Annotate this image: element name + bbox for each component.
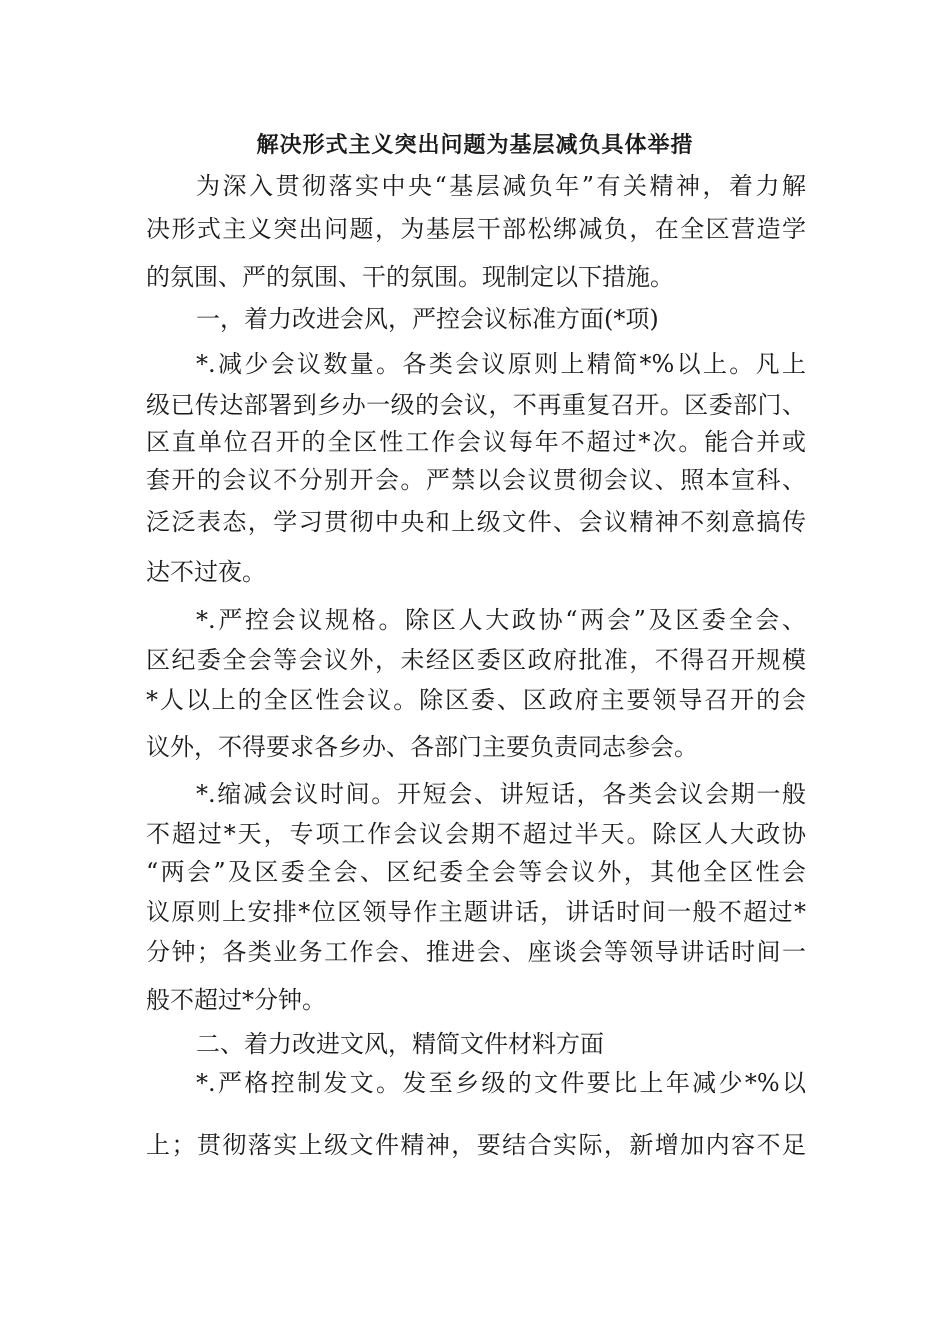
paragraph-line: 套开的会议不分别开会。严禁以会议贯彻会议、照本宣科、 xyxy=(146,466,806,494)
paragraph-line: 般不超过*分钟。 xyxy=(146,986,326,1014)
paragraph-line: 为深入贯彻落实中央“基层减负年”有关精神，着力解 xyxy=(196,172,806,200)
paragraph-line: 议原则上安排*位区领导作主题讲话，讲话时间一般不超过* xyxy=(146,898,806,926)
paragraph-line: *.严控会议规格。除区人大政协“两会”及区委全会、 xyxy=(196,606,806,634)
paragraph-line: *.减少会议数量。各类会议原则上精简*%以上。凡上 xyxy=(196,350,806,378)
paragraph-line: 区直单位召开的全区性工作会议每年不超过*次。能合并或 xyxy=(146,428,806,456)
section-heading: 二、着力改进文风，精简文件材料方面 xyxy=(196,1030,604,1058)
paragraph-line: *人以上的全区性会议。除区委、区政府主要领导召开的会 xyxy=(146,686,806,714)
paragraph-line: 决形式主义突出问题，为基层干部松绑减负，在全区营造学 xyxy=(146,215,806,243)
paragraph-line: 的氛围、严的氛围、干的氛围。现制定以下措施。 xyxy=(146,263,674,291)
paragraph-line: 区纪委全会等会议外，未经区委区政府批准，不得召开规模 xyxy=(146,646,806,674)
paragraph-line: “两会”及区委全会、区纪委全会等会议外，其他全区性会 xyxy=(146,858,806,886)
paragraph-line: *.缩减会议时间。开短会、讲短话，各类会议会期一般 xyxy=(196,780,806,808)
paragraph-line: 不超过*天，专项工作会议会期不超过半天。除区人大政协 xyxy=(146,820,806,848)
paragraph-line: *.严格控制发文。发至乡级的文件要比上年减少*%以 xyxy=(196,1069,806,1097)
paragraph-line: 达不过夜。 xyxy=(146,558,266,586)
paragraph-line: 分钟；各类业务工作会、推进会、座谈会等领导讲话时间一 xyxy=(146,938,806,966)
section-heading: 一，着力改进会风，严控会议标准方面(*项) xyxy=(196,305,659,333)
paragraph-line: 泛泛表态，学习贯彻中央和上级文件、会议精神不刻意搞传 xyxy=(146,508,806,536)
paragraph-line: 级已传达部署到乡办一级的会议，不再重复召开。区委部门、 xyxy=(146,391,806,419)
paragraph-line: 议外，不得要求各乡办、各部门主要负责同志参会。 xyxy=(146,733,698,761)
document-title: 解决形式主义突出问题为基层减负具体举措 xyxy=(256,132,694,158)
paragraph-line: 上；贯彻落实上级文件精神，要结合实际，新增加内容不足 xyxy=(146,1131,806,1159)
